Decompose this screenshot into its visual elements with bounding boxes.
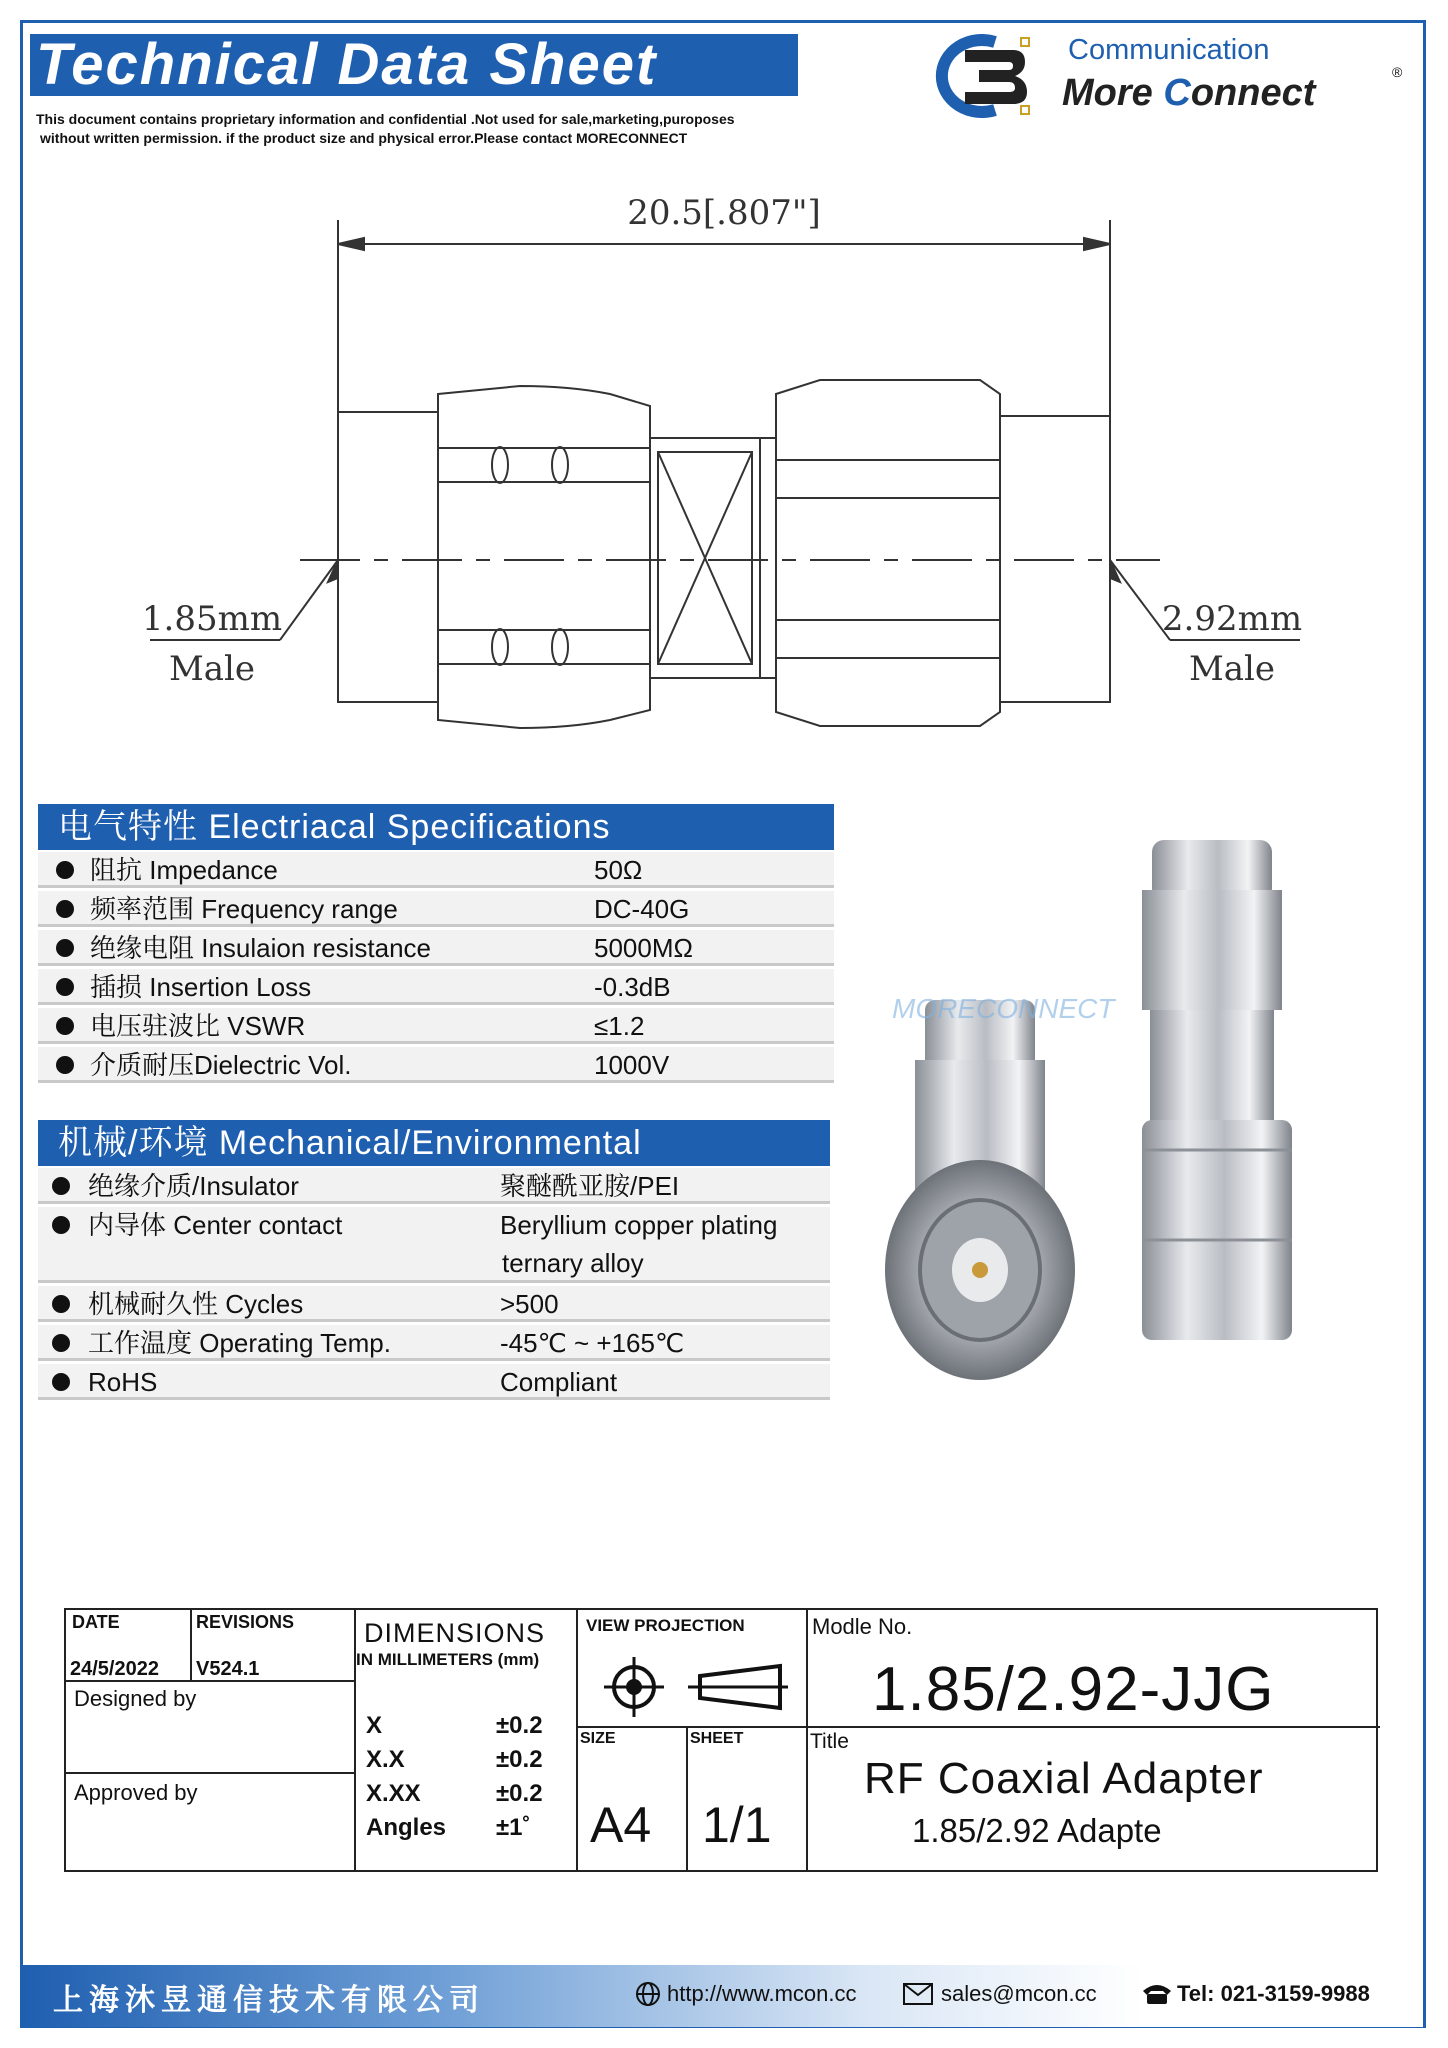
adapter-drawing (120, 180, 1330, 760)
model-number: 1.85/2.92-JJG (872, 1655, 1275, 1724)
sheet-label: SHEET (690, 1730, 744, 1747)
designed-by-label: Designed by (74, 1686, 197, 1711)
disclaimer-line-2: without written permission. if the product size and physical error.Please contact MORECONNECT (40, 130, 688, 146)
website-link[interactable]: http://www.mcon.cc (667, 1981, 857, 2006)
tolerance-key: X.XX (366, 1780, 421, 1807)
bullet-icon (56, 978, 74, 996)
mechanical-spec-row (38, 1207, 830, 1283)
date-label: DATE (72, 1612, 120, 1632)
size-value: A4 (590, 1797, 652, 1853)
bullet-icon (52, 1334, 70, 1352)
spec-value: 1000V (594, 1050, 670, 1080)
tolerance-value: ±1˚ (496, 1814, 531, 1841)
overall-length-label: 20.5[.807"] (627, 193, 821, 233)
disclaimer-line-1: This document contains proprietary information and confidential .Not used for sale,marketing,puroposes (36, 111, 735, 127)
product-subtitle: 1.85/2.92 Adapte (912, 1812, 1162, 1849)
company-name: 上海沐昱通信技术有限公司 (53, 1984, 485, 2017)
projection-symbol-icon (590, 1654, 790, 1720)
units-label: IN MILLIMETERS (mm) (356, 1650, 540, 1669)
footer-bar (23, 1965, 1423, 2027)
left-size-label: 1.85mm (141, 599, 283, 639)
mail-icon (903, 1983, 933, 2005)
spec-label: 插损 Insertion Loss (90, 972, 312, 1002)
dimensions-label: DIMENSIONS (364, 1618, 546, 1648)
tolerance-key: X (366, 1712, 383, 1739)
product-photo (880, 820, 1360, 1380)
spec-label: 内导体 Center contact (88, 1210, 343, 1240)
left-gender-label: Male (168, 649, 256, 689)
sheet-value: 1/1 (702, 1797, 772, 1853)
electrical-spec-row (38, 969, 834, 1005)
registered-mark: ® (1392, 64, 1403, 80)
spec-value: 50Ω (594, 855, 643, 885)
view-projection-label: VIEW PROJECTION (586, 1616, 745, 1635)
title-label: Title (810, 1730, 849, 1753)
mechanical-spec-row (38, 1325, 830, 1361)
bullet-icon (56, 939, 74, 957)
brand-communication: Communication (1068, 34, 1270, 66)
spec-value: -0.3dB (594, 972, 671, 1002)
bullet-icon (56, 1017, 74, 1035)
tolerance-value: ±0.2 (496, 1780, 543, 1807)
spec-label: 绝缘电阻 Insulaion resistance (90, 933, 432, 963)
brand-more: More (1062, 72, 1164, 114)
electrical-spec-row (38, 1008, 834, 1044)
right-size-label: 2.92mm (1161, 599, 1303, 639)
mechanical-spec-row (38, 1364, 830, 1400)
mechanical-specs-heading: 机械/环境 Mechanical/Environmental (38, 1120, 830, 1166)
spec-value: Compliant (500, 1367, 618, 1397)
email-link[interactable]: sales@mcon.cc (941, 1981, 1097, 2006)
right-gender-label: Male (1188, 649, 1276, 689)
spec-value: DC-40G (594, 894, 690, 924)
approved-by-label: Approved by (74, 1780, 198, 1805)
tolerance-key: X.X (366, 1746, 405, 1773)
bullet-icon (52, 1216, 70, 1234)
mechanical-spec-row (38, 1286, 830, 1322)
tolerance-value: ±0.2 (496, 1746, 543, 1773)
bullet-icon (52, 1295, 70, 1313)
spec-value: -45℃ ~ +165℃ (500, 1328, 685, 1358)
phone-icon (1141, 1981, 1173, 2005)
document-title: Technical Data Sheet (30, 34, 798, 96)
product-title: RF Coaxial Adapter (864, 1754, 1264, 1803)
spec-value: 聚醚酰亚胺/PEI (500, 1171, 680, 1201)
electrical-specs-heading: 电气特性 Electriacal Specifications (38, 804, 834, 850)
spec-label: RoHS (88, 1367, 158, 1397)
spec-label: 阻抗 Impedance (90, 855, 278, 885)
bullet-icon (56, 1056, 74, 1074)
spec-label: 绝缘介质/Insulator (88, 1171, 299, 1201)
bullet-icon (56, 900, 74, 918)
watermark: MORECONNECT (892, 993, 1115, 1024)
model-label: Modle No. (812, 1614, 913, 1639)
bullet-icon (56, 861, 74, 879)
spec-label: 介质耐压Dielectric Vol. (90, 1050, 352, 1080)
date-value: 24/5/2022 (70, 1658, 159, 1680)
size-label: SIZE (580, 1730, 616, 1747)
bullet-icon (52, 1373, 70, 1391)
title-block (64, 1608, 1378, 1872)
spec-label: 工作温度 Operating Temp. (88, 1328, 391, 1358)
electrical-spec-row (38, 852, 834, 888)
spec-value: >500 (500, 1289, 559, 1319)
electrical-spec-row (38, 1047, 834, 1083)
revisions-label: REVISIONS (196, 1612, 295, 1632)
mechanical-spec-row (38, 1168, 830, 1204)
spec-value: 5000MΩ (594, 933, 693, 963)
spec-label: 频率范围 Frequency range (90, 894, 398, 924)
telephone: Tel: 021-3159-9988 (1177, 1981, 1370, 2006)
spec-value-line-2: ternary alloy (502, 1248, 644, 1278)
brand-onnect: onnect (1190, 72, 1316, 114)
electrical-spec-row (38, 891, 834, 927)
spec-label: 机械耐久性 Cycles (88, 1289, 304, 1319)
spec-value: Beryllium copper plating (500, 1210, 778, 1240)
bullet-icon (52, 1177, 70, 1195)
spec-value: ≤1.2 (594, 1011, 645, 1041)
globe-icon (635, 1981, 661, 2007)
tolerance-key: Angles (366, 1814, 447, 1841)
brand-c: C (1163, 72, 1191, 114)
brand-more-connect (1062, 72, 1315, 115)
disclaimer (36, 110, 816, 148)
spec-label: 电压驻波比 VSWR (90, 1011, 306, 1041)
company-logo-icon (925, 34, 1033, 118)
revisions-value: V524.1 (196, 1658, 260, 1680)
tolerance-value: ±0.2 (496, 1712, 543, 1739)
electrical-spec-row (38, 930, 834, 966)
